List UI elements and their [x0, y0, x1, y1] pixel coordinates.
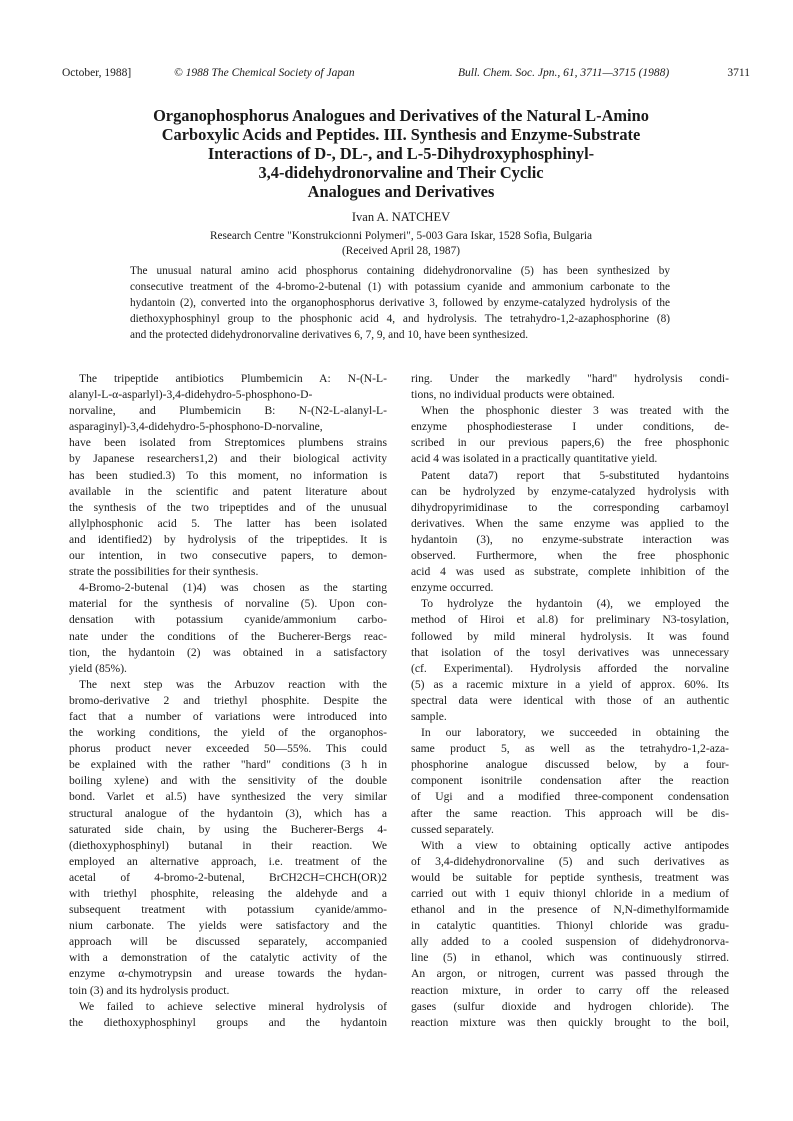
body-text-line: tions, no individual products were obtained. [411, 388, 615, 402]
body-text-line: structural analogue of the hydantoin (3), which has a [69, 806, 387, 820]
title-line: 3,4-didehydronorvaline and Their Cyclic [258, 163, 544, 182]
body-text-line: be explained with the rather "hard" conditions (3 h in [69, 758, 387, 772]
body-text-line: allylphosphonic acid 5. The latter has been isolated [69, 516, 387, 530]
body-text-line: available in the scientific and patent literature about [69, 484, 387, 498]
paper-title [96, 106, 706, 201]
body-text-line: material for the synthesis of norvaline (5). Upon con- [69, 597, 387, 611]
body-text-line: after the same reaction. This approach will be dis- [411, 806, 729, 820]
body-text-line: has been studied.3) To this moment, no information is [69, 468, 387, 482]
author-block [96, 229, 706, 259]
abstract-line: and the protected didehydronorvaline derivatives 6, 7, 9, and 10, have been synthesized. [130, 329, 529, 342]
body-text-line: bromo-derivative 2 and triethyl phosphite. Despite the [69, 693, 387, 707]
body-text-line: alanyl-L-α-asparlyl)-3,4-didehydro-5-phosphono-D- [69, 388, 313, 402]
header-date: October, 1988] [62, 67, 132, 79]
body-text-line: hydantoin (3), no enzyme-substrate interaction was [411, 532, 729, 546]
body-text-line: toin (3) and its hydrolysis product. [69, 983, 230, 997]
body-text-line: dihydropyrimidinase to the corresponding carbamoyl [411, 500, 729, 514]
abstract-line: The unusual natural amino acid phosphorus containing didehydronorvaline (5) has been synthesized by [130, 265, 670, 277]
body-text-line: acid 4 was used as substrate, complete inhibition of the [411, 565, 729, 579]
body-text-line: spectral data were identical with those of an authentic [411, 693, 729, 707]
received-date: (Received April 28, 1987) [342, 245, 460, 257]
body-text-line: saturated side chain, by using the Bucherer-Bergs 4- [69, 822, 387, 836]
body-text-line: In our laboratory, we succeeded in obtaining the [421, 726, 729, 740]
body-text-line: ally added to a cooled suspension of didehydronorva- [411, 935, 729, 949]
body-text-line: method of Hiroi et al.8) for preliminary N3-tosylation, [411, 613, 729, 627]
body-text-line: approach will be discussed separately, accompanied [69, 935, 387, 949]
body-text-line: in catalytic quantities. Thionyl chloride was gradu- [411, 919, 729, 933]
title-line: Interactions of D-, DL-, and L-5-Dihydroxyphosphinyl- [207, 144, 595, 163]
body-text-line: (cf. Experimental). Hydrolysis afforded the norvaline [411, 661, 729, 675]
abstract-line: hydantoin (2), converted into the organophosphorus derivative 3, followed by enzyme-catalyzed hydrolysis of the [130, 297, 670, 310]
body-text-line: followed by mild mineral hydrolysis. It was found [411, 629, 729, 643]
abstract [130, 265, 670, 345]
body-text-line: enzyme α-chymotrypsin and urease towards the hydan- [69, 967, 387, 981]
body-text-line: norvaline, and Plumbemicin B: N-(N2-L-alanyl-L- [69, 404, 387, 418]
body-text-line: cussed separately. [411, 822, 494, 836]
body-text-line: acetal of 4-bromo-2-butenal, BrCH2CH=CHCH(OR)2 [69, 870, 387, 884]
title-line: Analogues and Derivatives [307, 182, 495, 201]
body-text-line: boiling xylene) and with the sensitivity of the double [69, 774, 387, 788]
running-header [62, 67, 750, 87]
body-text-line: subsequent treatment with potassium cyanide/ammo- [69, 903, 387, 917]
body-text-line: An argon, or nitrogen, current was passed through the [411, 967, 729, 981]
body-text-line: tion, the hydantoin (2) was obtained in a satisfactory [69, 645, 387, 659]
body-text-line: The next step was the Arbuzov reaction with the [79, 677, 387, 691]
body-text-line: sample. [411, 709, 447, 723]
body-text-line: nate under the conditions of the Bucherer-Bergs reac- [69, 629, 387, 643]
body-text-line: asparaginyl)-3,4-didehydro-5-phosphono-D-norvaline, [69, 420, 323, 434]
body-text-line: with a demonstration of the catalytic activity of the [69, 951, 387, 965]
body-text-line: fact that a number of variations were introduced into [69, 709, 387, 723]
body-text-line: phosphorine analogue discussed below, by a four- [411, 758, 729, 772]
body-text-line: carried out with 1 equiv thionyl chloride in a medium of [411, 887, 729, 900]
body-text-line: the working conditions, the yield of the organophos- [69, 726, 387, 740]
affiliation: Research Centre "Konstrukcionni Polymeri", 5-003 Gara Iskar, 1528 Sofia, Bulgaria [209, 230, 593, 242]
body-text-line: observed. Furthermore, when the free phosphonic [411, 549, 729, 563]
body-text-line: line (5) in ethanol, which was continuously stirred. [411, 951, 729, 965]
body-text-line: (diethoxyphosphinyl) butanal in their reaction. We [69, 838, 387, 852]
body-text-line: the diethoxyphosphinyl groups and the hydantoin [69, 1015, 387, 1029]
abstract-line: consecutive treatment of the 4-bromo-2-butenal (1) with potassium cyanide and ammonium carbonate to the [130, 281, 670, 294]
header-journal: Bull. Chem. Soc. Jpn., 61, 3711—3715 (1988) [458, 67, 670, 79]
body-text-line: and identified2) by hydrolysis of the tripeptides. It is [69, 532, 387, 546]
body-text-line: enzyme occurred. [411, 581, 494, 595]
body-text-line: that isolation of the tosyl derivatives was unnecessary [411, 645, 729, 659]
body-text-line: yield (85%). [69, 661, 127, 675]
body-text-line: (5) as a racemic mixture in a yield of approx. 60%. Its [411, 677, 729, 691]
title-line: Carboxylic Acids and Peptides. III. Synthesis and Enzyme-Substrate [161, 125, 641, 144]
body-text-line: have been isolated from Streptomices plumbens strains [69, 436, 387, 450]
body-text-line: densation with potassium cyanide/ammonium carbo- [69, 613, 387, 627]
body-text-line: nium carbonate. The yields were satisfactory and the [69, 919, 387, 933]
body-text-line: employed an alternative approach, i.e. treatment of the [69, 854, 387, 868]
body-text-line: 4-Bromo-2-butenal (1)4) was chosen as the starting [79, 581, 387, 595]
body-column-left [69, 371, 387, 1031]
body-text-line: We failed to achieve selective mineral hydrolysis of [79, 999, 387, 1013]
body-text-line: with triethyl phosphite, releasing the aldehyde and a [69, 887, 387, 900]
body-column-right [411, 371, 729, 1031]
body-text-line: derivatives. When the same enzyme was applied to the [411, 516, 729, 530]
body-text-line: reaction mixture was then quickly brought to the boil, [411, 1015, 729, 1029]
body-text-line: component isonitrile condensation after the reaction [411, 774, 729, 788]
body-text-line: Patent data7) report that 5-substituted hydantoins [421, 468, 729, 482]
body-text-line: The tripeptide antibiotics Plumbemicin A: N-(N-L- [79, 372, 387, 385]
header-copyright: © 1988 The Chemical Society of Japan [174, 67, 355, 79]
body-text-line: To hydrolyze the hydantoin (4), we employed the [421, 597, 729, 611]
body-text-line: our intention, in two consecutive papers, to demon- [69, 549, 387, 563]
body-text-line: gases (sulfur dioxide and hydrogen chloride). The [411, 999, 729, 1013]
body-text-line: can be hydrolyzed by enzyme-catalyzed hydrolysis with [411, 484, 729, 498]
body-text-line: With a view to obtaining optically active antipodes [421, 838, 729, 852]
body-text-line: enzyme phosphodiesterase I under conditions, de- [411, 420, 729, 434]
header-page-number: 3711 [727, 67, 750, 79]
body-text-line: the synthesis of the two tripeptides and of the unusual [69, 500, 387, 514]
title-line: Organophosphorus Analogues and Derivatives of the Natural L-Amino [153, 106, 649, 125]
body-text-line: of Ugi and a modified three-component condensation [411, 790, 729, 804]
body-text-line: strate the possibilities for their synthesis. [69, 565, 259, 579]
body-text-line: by Japanese researchers1,2) and their biological activity [69, 452, 387, 466]
body-text-line: phorus product never exceeded 50—55%. This could [69, 742, 387, 756]
body-text-line: bond. Varlet et al.5) have synthesized the very similar [69, 790, 387, 804]
body-text-line: of 3,4-didehydronorvaline (5) and such derivatives as [411, 854, 729, 868]
body-text-line: ring. Under the markedly "hard" hydrolysis condi- [411, 372, 729, 385]
body-text-line: same product 5, as well as the tetrahydro-1,2-aza- [411, 742, 729, 756]
body-text-line: acid 4 was isolated in a practically quantitative yield. [411, 452, 658, 466]
body-text-line: When the phosphonic diester 3 was treated with the [421, 404, 729, 418]
body-text-line: would be suitable for peptide synthesis, treatment was [411, 870, 729, 884]
author-name: Ivan A. NATCHEV [351, 210, 451, 224]
body-text-line: reaction mixture, in order to carry off the released [411, 983, 729, 997]
body-text-line: ethanol and in the presence of N,N-dimethylformamide [411, 903, 729, 917]
abstract-line: diethoxyphosphinyl group to the phosphonic acid 4, and hydrolysis. The tetrahydro-1,2-azaphosphorine (8) [130, 313, 670, 326]
body-text-line: scribed in our previous papers,6) the free phosphonic [411, 436, 729, 450]
